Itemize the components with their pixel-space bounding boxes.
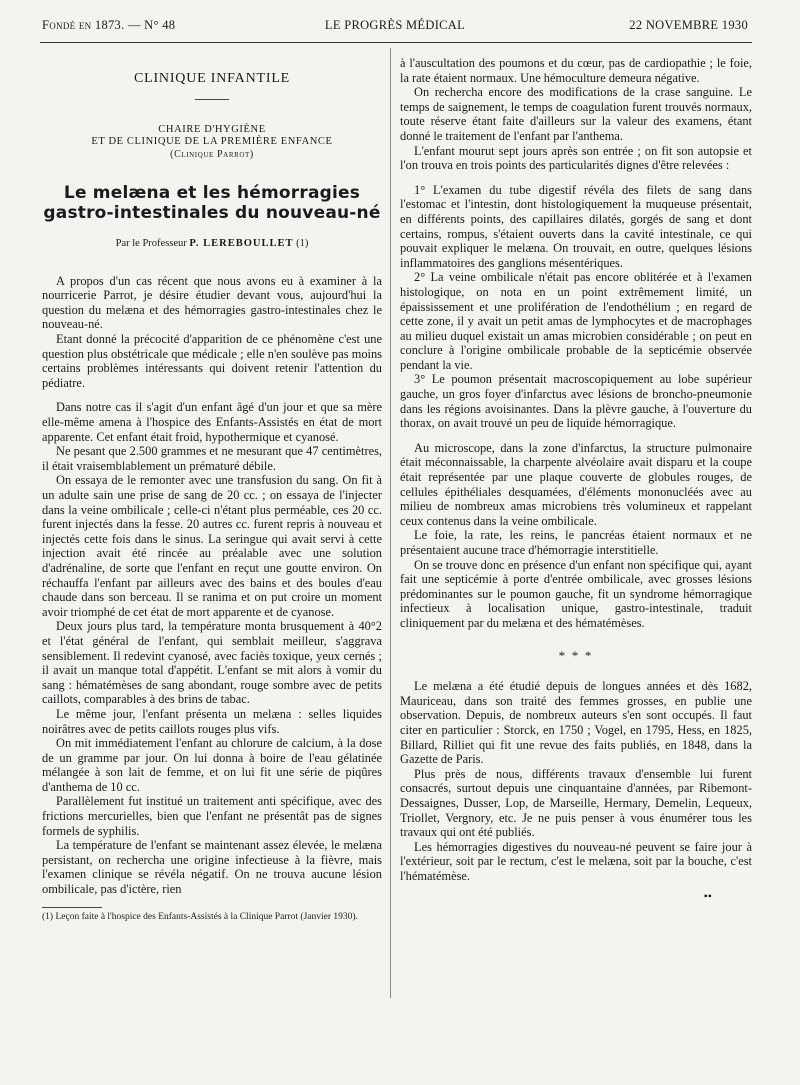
paragraph: Deux jours plus tard, la température monta brusquement à 40°2 et l'état général de l'enfant, qui semblait meilleur, s'aggrava sensiblement. Il redevint cyanosé, avec faciès toxique, yeux cernés ; il avait un manque total d'appétit. L'enfant se mit alors à vomir du sang : hématémèses de sang abondant, rouge sombre avec de petits caillots, comparables à des brins de tabac.: [42, 619, 382, 707]
paragraph: L'enfant mourut sept jours après son entrée ; on fit son autopsie et l'on trouva en trois points des particularités dignes d'être relevées :: [400, 143, 752, 173]
left-column: [42, 52, 382, 923]
chair-line-1: CHAIRE D'HYGIÈNE: [158, 123, 266, 135]
paragraph: Ne pesant que 2.500 grammes et ne mesurant que 47 centimètres, il était vraisemblablement un prématuré débile.: [42, 444, 382, 473]
paragraph: A propos d'un cas récent que nous avons eu à examiner à la nourricerie Parrot, je désire étudier devant vous, aujourd'hui la question du melæna et des hémorragies gastro-intestinales chez le nouveau-né.: [42, 273, 382, 332]
paragraph: 1° L'examen du tube digestif révéla des filets de sang dans l'estomac et l'intestin, dont histologiquement la muqueuse présentait, en différents points, des capillaires dilatés, gorgés de sang et dont certains, rompus, s'étaient ouverts dans la cavité intestinale, ce qui pouvait expliquer le melæna. On trouvait, en outre, quelques lésions inflammatoires des ganglions mésentériques.: [400, 182, 752, 270]
paragraph: Etant donné la précocité d'apparition de ce phénomène c'est une question plus obstétricale que médicale ; elle n'en soulève pas moins certains problèmes intéressants qui doivent retenir l'attention du pédiatre.: [42, 332, 382, 390]
paragraph: Le même jour, l'enfant présenta un melæna : selles liquides noirâtres avec de petits caillots rouges plus vifs.: [42, 706, 382, 736]
paragraph: à l'auscultation des poumons et du cœur, pas de cardiopathie ; le foie, la rate étaient normaux. Une hémoculture demeura négative.: [400, 56, 752, 85]
paragraph: 2° La veine ombilicale n'était pas encore oblitérée et à l'examen histologique, on nota en un point extrêmement limité, un épaississement et une prolifération de l'endothélium ; en regard de cette zone, il y avait un petit amas de lymphocytes et de macrophages au milieu duquel existait un amas microbien considérable ; on peut en conclure à l'origine ombilicale probable de la septicémie observée pendant la vie.: [400, 270, 752, 372]
paragraph: Au microscope, dans la zone d'infarctus, la structure pulmonaire était méconnaissable, la charpente alvéolaire avait disparu et la coupe était représentée par une plaque couverte de globules rouges, de cellules épithéliales desquamées, d'éléments mononucléés avec au milieu de nombreux amas microbiens très volumineux et rappelant ceux contenus dans la veine ombilicale.: [400, 440, 752, 528]
article-title-line-1: Le melæna et les hémorragies: [63, 183, 361, 204]
paragraph: On mit immédiatement l'enfant au chlorure de calcium, à la dose de un gramme par jour. On lui donna à boire de l'eau gélatinée mélangée à son lait de femme, et on lui fit une série de piqûres d'anthema de 10 cc.: [42, 736, 382, 794]
column-divider: [390, 48, 391, 998]
journal-name: LE PROGRÈS MÉDICAL: [324, 18, 466, 32]
header-founded: Fondé en 1873. — N° 48: [42, 18, 176, 32]
article-title: [42, 183, 382, 223]
section-separator: * * *: [558, 647, 594, 663]
author-name: P. LEREBOULLET: [189, 238, 294, 250]
paragraph: La température de l'enfant se maintenant assez élevée, le melæna persistant, on rechercha une origine infectieuse à la fièvre, mais l'examen clinique se révéla négatif. On ne trouva aucune lésion ombilicale, pas d'ictère, rien: [42, 838, 382, 897]
article-title-line-2: gastro-intestinales du nouveau-né: [43, 203, 381, 224]
byline: [42, 237, 382, 252]
right-column: [400, 56, 752, 904]
section-title: CLINIQUE INFANTILE: [133, 71, 291, 86]
clinic-name: (Clinique Parrot): [170, 148, 254, 160]
byline-prefix: Par le Professeur: [115, 238, 187, 250]
paragraph: Les hémorragies digestives du nouveau-né peuvent se faire jour à l'extérieur, soit par le rectum, c'est le melæna, soit par la bouche, c'est l'hématémèse.: [400, 839, 752, 883]
paragraph: Parallèlement fut institué un traitement anti spécifique, avec des frictions mercurielles, bien que l'enfant ne présentât pas de signes formels de syphilis.: [42, 794, 382, 838]
footnote-rule: [42, 907, 102, 908]
header-rule: [40, 42, 752, 43]
footnote: (1) Leçon faite à l'hospice des Enfants-Assistés à la Clinique Parrot (Janvier 1930).: [42, 911, 358, 922]
paragraph: On rechercha encore des modifications de la crase sanguine. Le temps de saignement, le temps de coagulation furent trouvés normaux, toute réserve étant faite d'ailleurs sur la valeur des examens, étant donné le traitement de l'enfant par l'anthema.: [400, 85, 752, 143]
paragraph: On essaya de le remonter avec une transfusion du sang. On fit à un adulte sain une prise de sang de 20 cc. ; on essaya de l'injecter dans la veine ombilicale ; celle-ci n'étant plus perméable, ces 20 cc. furent injectés dans la fesse. 20 autres cc. furent repris à nouveau et injectés cette fois dans le sinus. La seringue qui avait servi à cette injection avait été rincée au préalable avec une solution d'adrénaline, de sorte que l'enfant en reçut une goutte environ. On réchauffa l'enfant par ailleurs avec des bains et des boules d'eau chaude dans son berceau. Il se ranima et on put croire un moment avoir triomphé de cet état de mort apparente et de cyanose.: [42, 473, 382, 619]
chair-heading: [42, 124, 382, 162]
chair-line-2: ET DE CLINIQUE DE LA PREMIÈRE ENFANCE: [91, 136, 333, 148]
paragraph: On se trouve donc en présence d'un enfant non spécifique qui, ayant fait une septicémie à porte d'entrée ombilicale, avec grosses lésions prédominantes sur le poumon gauche, fit un syndrome hémorragique infectieux à localisation unique, gastro-intestinale, traduit cliniquement par du melæna et des hématémèses.: [400, 557, 752, 630]
end-mark: ••: [703, 889, 712, 904]
paragraph: Plus près de nous, différents travaux d'ensemble lui furent consacrés, surtout depuis une cinquantaine d'années, par Ribemont-Dessaignes, Dusser, Lop, de Marseille, Hermary, Demelin, Lequeux, Triollet, Vergnory, etc. Je ne puis penser à vous énumérer tous les travaux qui ont été publiés.: [400, 766, 752, 840]
paragraph: Le foie, la rate, les reins, le pancréas étaient normaux et ne présentaient aucune trace d'hémorragie interstitielle.: [400, 528, 752, 557]
header-date: 22 NOVEMBRE 1930: [629, 18, 748, 32]
paragraph: Le melæna a été étudié depuis de longues années et dès 1682, Mauriceau, dans son traité des femmes grosses, en publie une observation. Depuis, de nombreux auteurs s'en sont occupés. Il faut citer en particulier : Storck, en 1750 ; Vogel, en 1795, Hess, en 1825, Billard, Rilliet qui fit une revue des faits publiés, en 1848, dans la Gazette de Paris.: [400, 679, 752, 767]
footnote-ref: (1): [296, 238, 309, 250]
page-header: [42, 18, 748, 36]
paragraph: 3° Le poumon présentait macroscopiquement au lobe supérieur gauche, un gros foyer d'infarctus avec lésions de broncho-pneumonie dans les régions avoisinantes. Dans la plèvre gauche, à l'ouverture du thorax, on avait trouvé un peu de liquide hémorragique.: [400, 372, 752, 431]
paragraph: Dans notre cas il s'agit d'un enfant âgé d'un jour et que sa mère elle-même amena à l'hospice des Enfants-Assistés en état de mort apparente. Cet enfant était froid, hypothermique et cyanosé.: [42, 400, 382, 444]
section-rule: [195, 99, 229, 100]
